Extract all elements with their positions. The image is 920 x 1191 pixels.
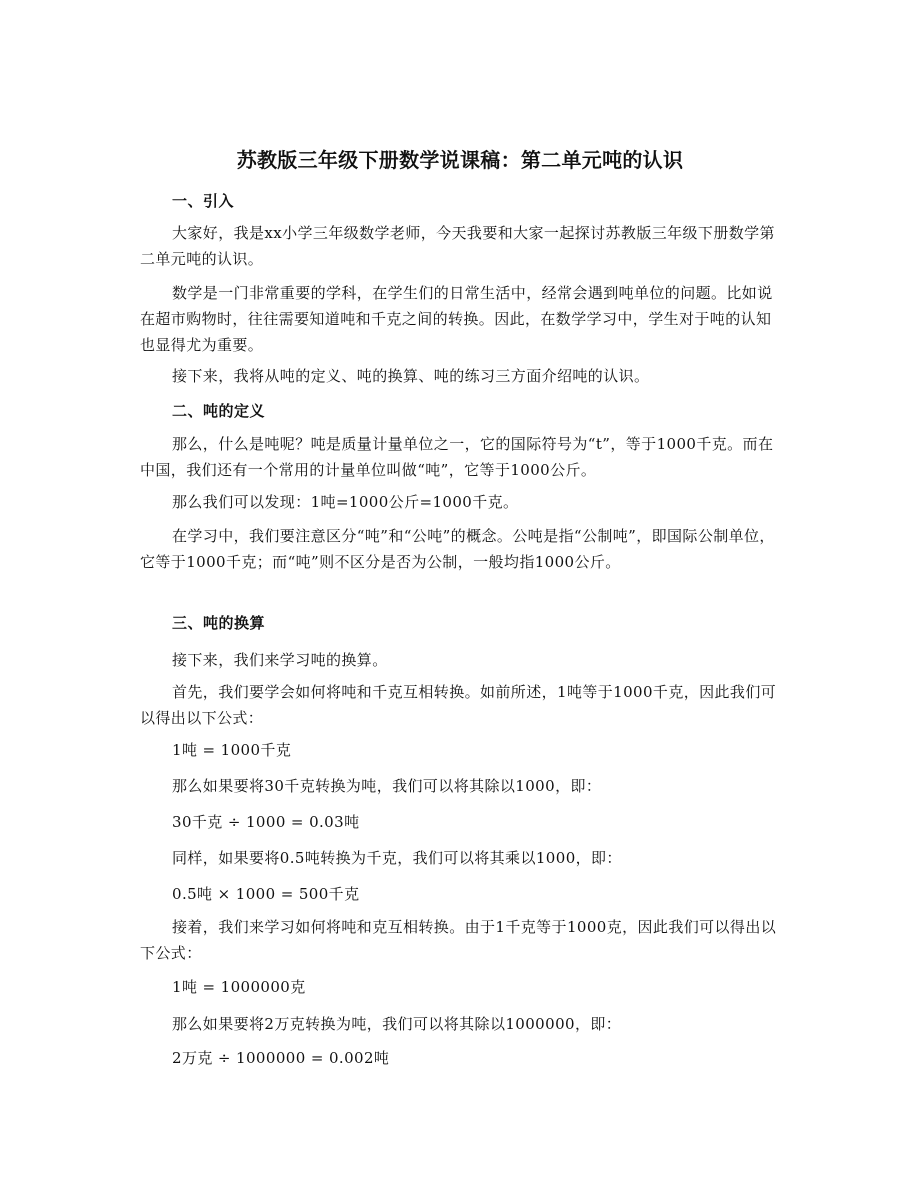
formula: 1吨 = 1000000克 [172,978,306,996]
paragraph: 那么如果要将30千克转换为吨，我们可以将其除以1000，即： [172,777,602,795]
section-heading-definition: 二、吨的定义 [172,402,266,420]
paragraph: 数学是一门非常重要的学科，在学生们的日常生活中，经常会遇到吨单位的问题。比如说在超市购物时，往往需要知道吨和千克之间的转换。因此，在数学学习中，学生对于吨的认知也显得尤为重要。 [140,284,773,354]
paragraph: 首先，我们要学会如何将吨和千克互相转换。如前所述，1吨等于1000千克，因此我们可以得出以下公式： [140,683,777,727]
paragraph: 那么我们可以发现：1吨=1000公斤=1000千克。 [172,493,519,511]
paragraph: 接着，我们来学习如何将吨和克互相转换。由于1千克等于1000克，因此我们可以得出以下公式： [140,918,777,962]
paragraph: 接下来，我们来学习吨的换算。 [172,651,388,669]
formula: 2万克 ÷ 1000000 = 0.002吨 [172,1049,390,1067]
formula: 0.5吨 × 1000 = 500千克 [172,885,360,903]
paragraph: 同样，如果要将0.5吨转换为千克，我们可以将其乘以1000，即： [172,849,622,867]
document-title: 苏教版三年级下册数学说课稿：第二单元吨的认识 [236,148,684,172]
paragraph: 大家好，我是xx小学三年级数学老师，今天我要和大家一起探讨苏教版三年级下册数学第二单元吨的认识。 [140,224,775,268]
paragraph: 在学习中，我们要注意区分“吨”和“公吨”的概念。公吨是指“公制吨”，即国际公制单位，它等于1000千克；而“吨”则不区分是否为公制，一般均指1000公斤。 [140,527,775,571]
section-heading-intro: 一、引入 [172,192,235,210]
formula: 30千克 ÷ 1000 = 0.03吨 [172,813,360,831]
paragraph: 接下来，我将从吨的定义、吨的换算、吨的练习三方面介绍吨的认识。 [172,367,650,385]
paragraph: 那么，什么是吨呢？吨是质量计量单位之一，它的国际符号为“t”，等于1000千克。而在中国，我们还有一个常用的计量单位叫做“吨”，它等于1000公斤。 [140,435,774,479]
section-heading-conversion: 三、吨的换算 [172,614,266,632]
paragraph: 那么如果要将2万克转换为吨，我们可以将其除以1000000，即： [172,1015,622,1033]
formula: 1吨 = 1000千克 [172,741,292,759]
